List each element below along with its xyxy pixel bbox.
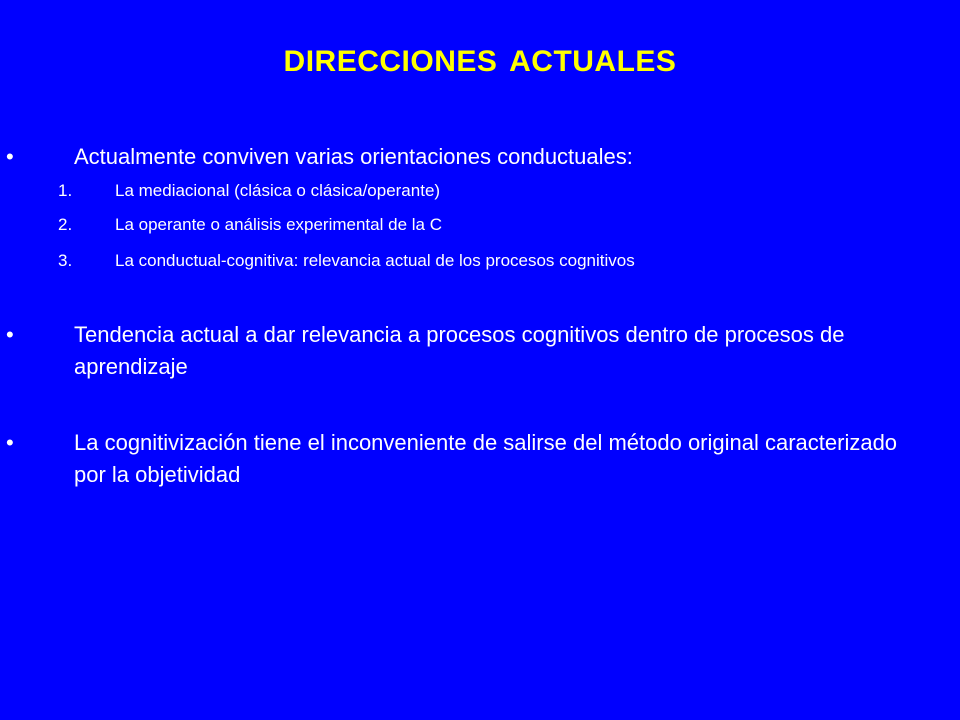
item-text: La operante o análisis experimental de la C [115,215,442,234]
bullet-text: Tendencia actual a dar relevancia a procesos cognitivos dentro de procesos de aprendizaje [74,322,845,379]
item-number: 2. [58,215,73,234]
slide-title: DIRECCIONES ACTUALES [283,45,677,78]
bullet-icon: • [6,322,14,347]
item-number: 3. [58,251,73,270]
bullet-text: Actualmente conviven varias orientaciones conductuales: [74,144,633,169]
bullet-icon: • [6,144,14,169]
item-number: 1. [58,181,73,200]
bullet-text: La cognitivización tiene el inconveniente de salirse del método original caracterizado por la objetividad [74,430,898,487]
item-text: La mediacional (clásica o clásica/operante) [115,181,441,200]
item-text: La conductual-cognitiva: relevancia actual de los procesos cognitivos [115,251,635,270]
bullet-icon: • [6,430,14,455]
